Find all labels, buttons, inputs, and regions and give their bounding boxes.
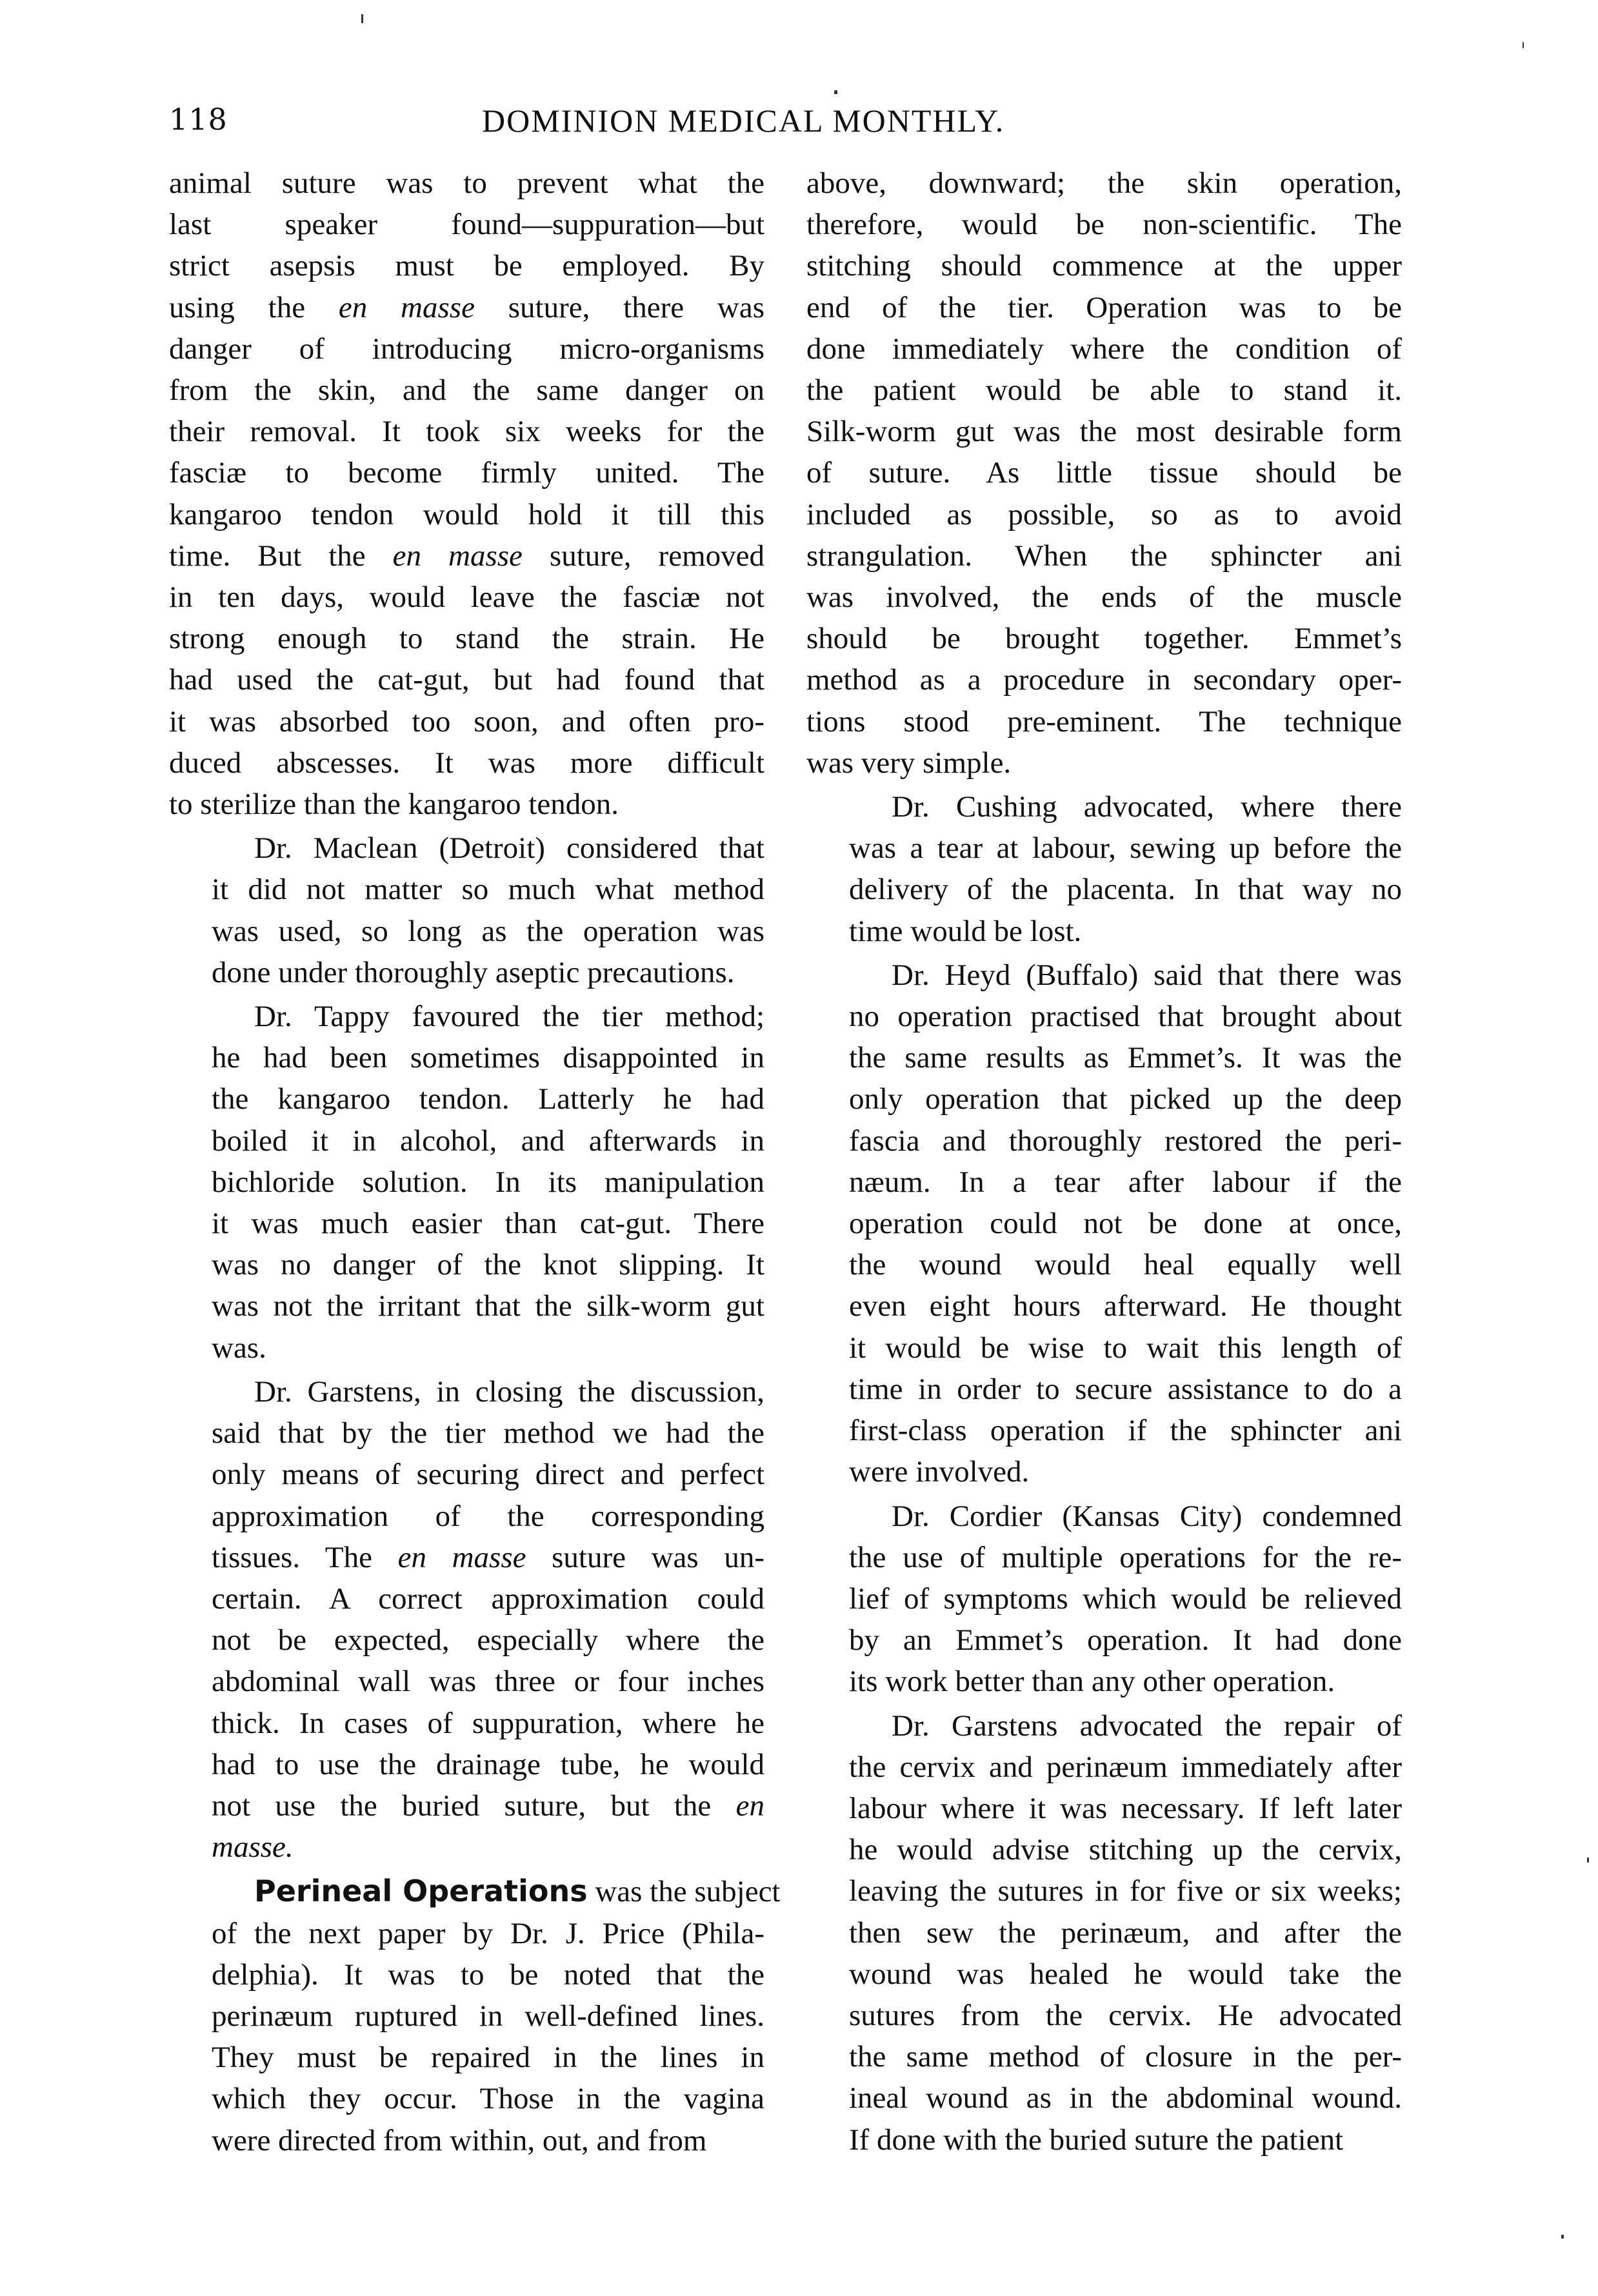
text-line [169, 1203, 764, 1244]
text-line [169, 911, 764, 952]
text-run: time would be lost. [849, 914, 1082, 948]
text-run: næum. In a tear after labour if the [849, 1165, 1402, 1199]
text-run: should be brought together. Emmet’s [806, 622, 1402, 656]
text-line [806, 786, 1402, 827]
text-run: done immediately where the condition of [806, 332, 1402, 366]
text-line [806, 535, 1402, 577]
text-line [806, 1747, 1402, 1788]
text-run: tissues. The [212, 1540, 398, 1574]
text-line [806, 287, 1402, 328]
text-line [169, 1578, 764, 1619]
text-line [806, 577, 1402, 618]
text-line [806, 2036, 1402, 2077]
text-run: strangulation. When the sphincter ani [806, 539, 1402, 573]
section-heading: Perineal Operations [254, 1874, 588, 1909]
text-run: Dr. Garstens advocated the repair of [892, 1708, 1402, 1743]
right-column-paragraph [806, 955, 1402, 1493]
right-column-paragraph [806, 163, 1402, 784]
text-run: the use of multiple operations for the re- [849, 1540, 1402, 1574]
text-line [169, 1412, 764, 1454]
text-run: which they occur. Those in the vagina [212, 2082, 764, 2116]
text-run: he would advise stitching up the cervix, [849, 1833, 1402, 1867]
text-run: tions stood pre-eminent. The technique [806, 704, 1402, 738]
text-run: operation could not be done at once, [849, 1207, 1402, 1241]
text-run: it was absorbed too soon, and often pro- [169, 704, 764, 738]
text-line [169, 1703, 764, 1744]
text-line [806, 618, 1402, 659]
text-line [169, 1078, 764, 1120]
left-column-paragraph [169, 1870, 781, 2161]
text-line [806, 701, 1402, 742]
text-run: time in order to secure assistance to do a [849, 1372, 1402, 1406]
text-line [806, 742, 1402, 784]
text-line [806, 1078, 1402, 1120]
scan-speck [1561, 2235, 1564, 2239]
text-run: perinæum ruptured in well-defined lines. [212, 1999, 764, 2033]
text-run: was not the irritant that the silk-worm gut [212, 1289, 764, 1323]
text-run: duced abscesses. It was more difficult [169, 746, 764, 780]
text-run: were directed from within, out, and from [212, 2123, 707, 2157]
text-run: Silk-worm gut was the most desirable form [806, 415, 1402, 449]
left-column-paragraph [169, 827, 764, 993]
text-run: suture, removed [522, 539, 764, 573]
text-run: Dr. Cushing advocated, where there [892, 790, 1402, 824]
text-line [806, 1369, 1402, 1410]
running-title: DOMINION MEDICAL MONTHLY. [482, 103, 1005, 139]
page-header [169, 102, 1403, 147]
text-line [169, 1244, 764, 1285]
text-run: fasciæ to become firmly united. The [169, 456, 764, 490]
text-run: sutures from the cervix. He advocated [849, 1998, 1402, 2032]
text-line [806, 1995, 1402, 2036]
text-line [169, 494, 764, 535]
text-run: the kangaroo tendon. Latterly he had [212, 1082, 764, 1116]
text-run: Dr. Maclean (Detroit) considered that [254, 831, 764, 866]
text-line [806, 1244, 1402, 1285]
text-line [806, 1619, 1402, 1661]
text-run: wound was healed he would take the [849, 1957, 1402, 1991]
text-line [169, 577, 764, 618]
text-line [169, 1870, 781, 1912]
text-line [806, 1537, 1402, 1578]
left-column-paragraph [169, 996, 764, 1369]
text-line [169, 535, 764, 577]
text-run: strict asepsis must be employed. By [169, 249, 764, 283]
text-run: done under thoroughly aseptic precautions. [212, 955, 735, 989]
text-run: the same results as Emmet’s. It was the [849, 1041, 1402, 1075]
text-run: their removal. It took six weeks for the [169, 415, 764, 449]
text-line [169, 701, 764, 742]
text-line [169, 1537, 764, 1578]
text-run: thick. In cases of suppuration, where he [212, 1706, 764, 1740]
text-line [806, 2077, 1402, 2119]
text-line [169, 827, 764, 869]
text-run: Dr. Cordier (Kansas City) condemned [892, 1499, 1402, 1533]
text-run: last speaker found—suppuration—but [169, 208, 764, 242]
text-line [169, 1913, 764, 1954]
italic-term: en masse [338, 290, 475, 324]
text-run: then sew the perinæum, and after the [849, 1915, 1402, 1950]
text-run: method as a procedure in secondary oper- [806, 663, 1402, 697]
text-run: Dr. Heyd (Buffalo) said that there was [892, 958, 1402, 992]
text-line [806, 1912, 1402, 1954]
text-line [806, 955, 1402, 996]
text-line [806, 245, 1402, 286]
text-line [169, 1496, 764, 1537]
text-line [169, 618, 764, 659]
text-line [169, 163, 764, 204]
italic-term: en masse [397, 1540, 526, 1574]
text-run: using the [169, 290, 339, 324]
text-run: suture, there was [474, 290, 765, 324]
text-line [169, 996, 764, 1037]
text-line [169, 1826, 764, 1868]
text-run: was the subject [587, 1875, 781, 1909]
text-run: the patient would be able to stand it. [806, 373, 1402, 408]
text-line [169, 952, 764, 993]
right-column [806, 163, 1402, 2163]
text-run: it was much easier than cat-gut. There [212, 1207, 764, 1241]
text-line [806, 163, 1402, 204]
text-line [169, 1285, 764, 1327]
text-line [169, 1661, 764, 1702]
text-run: approximation of the corresponding [212, 1499, 764, 1533]
text-run: the same method of closure in the per- [849, 2040, 1402, 2074]
italic-term: masse. [212, 1830, 294, 1865]
text-run: was. [212, 1331, 266, 1365]
text-run: animal suture was to prevent what the [169, 166, 764, 200]
text-line [169, 452, 764, 493]
left-column-paragraph [169, 163, 764, 825]
text-line [169, 1162, 764, 1203]
text-run: fascia and thoroughly restored the peri- [849, 1123, 1402, 1158]
text-run: were involved. [849, 1455, 1030, 1489]
text-line [806, 411, 1402, 452]
text-run: They must be repaired in the lines in [212, 2041, 764, 2075]
text-run: suture was un- [526, 1540, 764, 1574]
text-line [806, 370, 1402, 411]
scan-speck [361, 14, 363, 23]
text-line [169, 1037, 764, 1078]
text-run: boiled it in alcohol, and afterwards in [212, 1123, 764, 1158]
text-line [169, 245, 764, 286]
left-column-paragraph [169, 1371, 764, 1868]
text-line [806, 2119, 1402, 2161]
text-run: kangaroo tendon would hold it till this [169, 497, 764, 531]
text-run: lief of symptoms which would be relieved [849, 1581, 1402, 1616]
text-run: danger of introducing micro-organisms [169, 332, 764, 366]
text-line [806, 1120, 1402, 1162]
scan-speck [834, 90, 837, 94]
text-line [169, 869, 764, 910]
text-line [169, 1995, 764, 2037]
text-run: even eight hours afterward. He thought [849, 1289, 1402, 1323]
text-run: abdominal wall was three or four inches [212, 1665, 764, 1699]
text-run: included as possible, so as to avoid [806, 497, 1402, 531]
text-run: ineal wound as in the abdominal wound. [849, 2081, 1402, 2115]
text-line [806, 911, 1402, 952]
text-run: stitching should commence at the upper [806, 249, 1402, 283]
text-line [806, 827, 1402, 869]
text-line [169, 2078, 764, 2119]
text-line [169, 1619, 764, 1661]
text-run: he had been sometimes disappointed in [212, 1041, 764, 1075]
text-run: from the skin, and the same danger on [169, 373, 764, 408]
text-line [806, 1162, 1402, 1203]
text-line [806, 452, 1402, 493]
text-run: delivery of the placenta. In that way no [849, 873, 1402, 907]
text-line [806, 328, 1402, 370]
text-run: it did not matter so much what method [212, 873, 764, 907]
scan-speck [1587, 1857, 1589, 1863]
text-line [806, 1496, 1402, 1537]
text-run: therefore, would be non-scientific. The [806, 208, 1402, 242]
text-line [806, 1705, 1402, 1747]
italic-term: en masse [392, 539, 523, 573]
text-line [169, 370, 764, 411]
text-run: first-class operation if the sphincter ani [849, 1414, 1402, 1448]
text-run: in ten days, would leave the fasciæ not [169, 580, 764, 615]
text-run: If done with the buried suture the patient [849, 2123, 1344, 2157]
text-line [806, 1829, 1402, 1870]
text-run: labour where it was necessary. If left later [849, 1791, 1402, 1825]
text-run: time. But the [169, 539, 393, 573]
page-number: 118 [169, 102, 228, 137]
italic-term: en [735, 1788, 764, 1823]
text-line [169, 328, 764, 370]
text-line [169, 204, 764, 245]
text-run: was very simple. [806, 746, 1012, 780]
text-line [806, 869, 1402, 910]
text-line [806, 659, 1402, 700]
text-line [806, 1788, 1402, 1829]
text-line [169, 1785, 764, 1826]
text-run: not use the buried suture, but the [212, 1788, 736, 1823]
text-line [806, 1661, 1402, 1702]
text-run: bichloride solution. In its manipulation [212, 1165, 764, 1199]
text-run: above, downward; the skin operation, [806, 166, 1402, 200]
text-run: by an Emmet’s operation. It had done [849, 1623, 1402, 1658]
text-line [806, 1410, 1402, 1451]
text-line [806, 996, 1402, 1037]
text-line [169, 287, 764, 328]
text-line [169, 1954, 764, 1995]
text-line [169, 1744, 764, 1785]
text-line [169, 784, 764, 825]
text-run: of suture. As little tissue should be [806, 456, 1402, 490]
text-line [806, 1578, 1402, 1619]
text-line [169, 659, 764, 700]
right-column-paragraph [806, 1705, 1402, 2161]
text-run: not be expected, especially where the [212, 1623, 764, 1658]
text-run: strong enough to stand the strain. He [169, 622, 764, 656]
text-run: was used, so long as the operation was [212, 914, 764, 948]
text-line [169, 2037, 764, 2078]
text-run: Dr. Tappy favoured the tier method; [254, 1000, 764, 1034]
text-line [169, 411, 764, 452]
text-run: it would be wise to wait this length of [849, 1331, 1402, 1365]
text-run: no operation practised that brought about [849, 1000, 1402, 1034]
text-run: was involved, the ends of the muscle [806, 580, 1402, 615]
text-line [169, 1371, 764, 1412]
text-line [806, 1037, 1402, 1078]
text-line [806, 204, 1402, 245]
text-run: only operation that picked up the deep [849, 1082, 1402, 1116]
text-line [169, 1454, 764, 1495]
text-line [806, 1954, 1402, 1995]
text-run: only means of securing direct and perfect [212, 1458, 764, 1492]
text-run: was no danger of the knot slipping. It [212, 1248, 764, 1282]
right-column-paragraph [806, 1496, 1402, 1703]
text-run: was a tear at labour, sewing up before the [849, 831, 1402, 866]
text-line [169, 2120, 764, 2161]
text-run: had used the cat-gut, but had found that [169, 663, 764, 697]
text-run: said that by the tier method we had the [212, 1416, 764, 1450]
text-line [169, 1327, 764, 1369]
text-run: its work better than any other operation. [849, 1665, 1335, 1699]
text-line [806, 1285, 1402, 1327]
text-run: of the next paper by Dr. J. Price (Phila- [212, 1916, 764, 1950]
text-run: delphia). It was to be noted that the [212, 1957, 764, 1992]
text-line [806, 1203, 1402, 1244]
right-column-paragraph [806, 786, 1402, 952]
left-column [169, 163, 781, 2164]
text-run: Dr. Garstens, in closing the discussion, [254, 1374, 764, 1409]
text-line [806, 494, 1402, 535]
scan-speck [1523, 42, 1524, 48]
text-line [169, 742, 764, 784]
text-line [806, 1870, 1402, 1912]
text-run: to sterilize than the kangaroo tendon. [169, 787, 619, 822]
text-line [169, 1120, 764, 1162]
text-line [806, 1451, 1402, 1492]
text-run: certain. A correct approximation could [212, 1581, 764, 1616]
text-run: had to use the drainage tube, he would [212, 1747, 764, 1781]
text-run: the wound would heal equally well [849, 1248, 1402, 1282]
text-run: end of the tier. Operation was to be [806, 290, 1402, 324]
text-line [806, 1327, 1402, 1369]
text-run: the cervix and perinæum immediately after [849, 1750, 1402, 1784]
text-run: leaving the sutures in for five or six weeks; [849, 1874, 1402, 1908]
